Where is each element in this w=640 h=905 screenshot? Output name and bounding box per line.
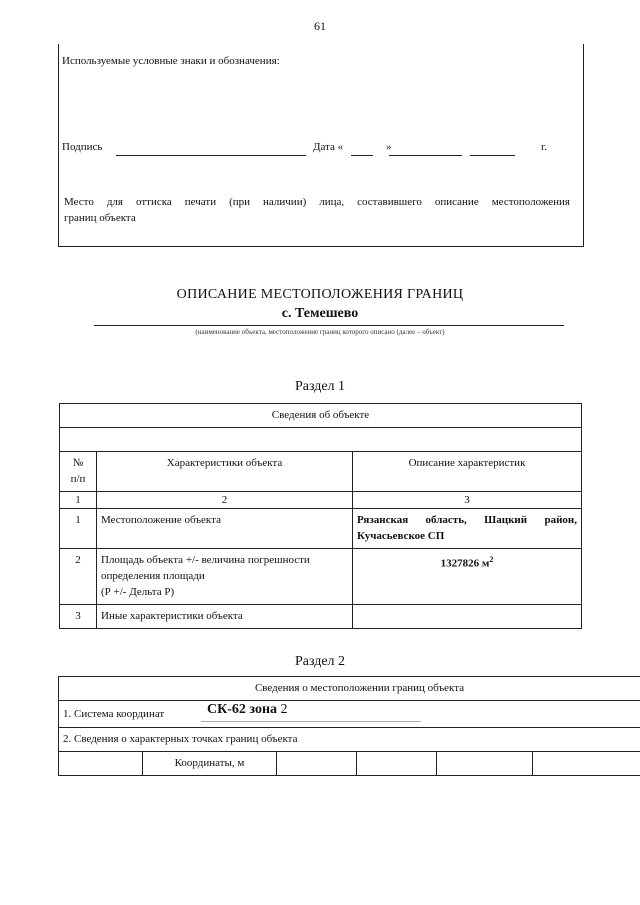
page-number: 61 <box>314 19 326 33</box>
date-month-line <box>389 155 462 156</box>
points-label: 2. Сведения о характерных точках границ объекта <box>59 728 640 752</box>
table-title: Сведения об объекте <box>60 404 582 428</box>
boundary-table <box>58 676 640 776</box>
section2-heading: Раздел 2 <box>294 654 346 669</box>
row2-char: Площадь объекта +/- величина погрешности определения площади (Р +/- Дельта Р) <box>97 549 353 605</box>
document-title: ОПИСАНИЕ МЕСТОПОЛОЖЕНИЯ ГРАНИЦ <box>176 287 464 302</box>
stamp-text-line2: границ объекта <box>64 212 136 224</box>
table-row: 2 Площадь объекта +/- величина погрешности определения площади (Р +/- Дельта Р) 1327826 $м^2$ <box>60 549 582 605</box>
year-suffix: г. <box>541 141 548 153</box>
col-header-num: № п/п <box>60 452 97 492</box>
row1-char: Местоположение объекта <box>97 509 353 549</box>
section1-heading: Раздел 1 <box>294 379 346 394</box>
stamp-text-line1: Место для оттиска печати (при наличии) лица, составившего описание местоположения <box>64 196 570 208</box>
date-day-line <box>351 155 373 156</box>
object-name: с. Темешево <box>281 306 359 321</box>
table-row: 3 Иные характеристики объекта <box>60 605 582 629</box>
sign-label: Подпись <box>62 141 103 153</box>
points-row <box>59 728 640 752</box>
object-underline <box>94 325 564 326</box>
row3-char: Иные характеристики объекта <box>97 605 353 629</box>
coord-system-label: 1. Система координат <box>63 708 165 720</box>
row2-desc: 1327826 $м^2$ <box>353 549 582 605</box>
date-label: Дата « <box>313 141 344 153</box>
coords-header-row <box>59 752 640 776</box>
col-header-desc: Описание характеристик <box>353 452 582 492</box>
col-number-row <box>60 492 582 509</box>
section2-table-title: Сведения о местоположении границ объекта <box>59 677 640 701</box>
sign-line <box>116 155 306 156</box>
date-quote: » <box>386 141 392 153</box>
table-title-row <box>60 404 582 428</box>
row1-desc: Рязанская область, Шацкий район, Кучасьевское СП <box>353 509 582 549</box>
date-year-line <box>470 155 515 156</box>
object-info-table <box>59 403 582 629</box>
table-row: 1 Местоположение объекта Рязанская область, Шацкий район, Кучасьевское СП <box>60 509 582 549</box>
col-header-char: Характеристики объекта <box>97 452 353 492</box>
table-title-row <box>59 677 640 701</box>
coord-system-row <box>59 701 640 728</box>
object-note: (наименование объекта, местоположение границ которого описано (далее – объект) <box>195 328 445 336</box>
legend-label: Используемые условные знаки и обозначения: <box>62 55 280 67</box>
coord-system-value: СК-62 зона 2 <box>207 702 288 717</box>
col-number-1: 1 <box>60 492 97 509</box>
col-number-3: 3 <box>353 492 582 509</box>
coords-header: Координаты, м <box>143 752 277 776</box>
header-row <box>60 452 582 492</box>
coord-underline <box>201 721 421 722</box>
col-number-2: 2 <box>97 492 353 509</box>
row3-desc <box>353 605 582 629</box>
empty-row <box>60 428 582 452</box>
